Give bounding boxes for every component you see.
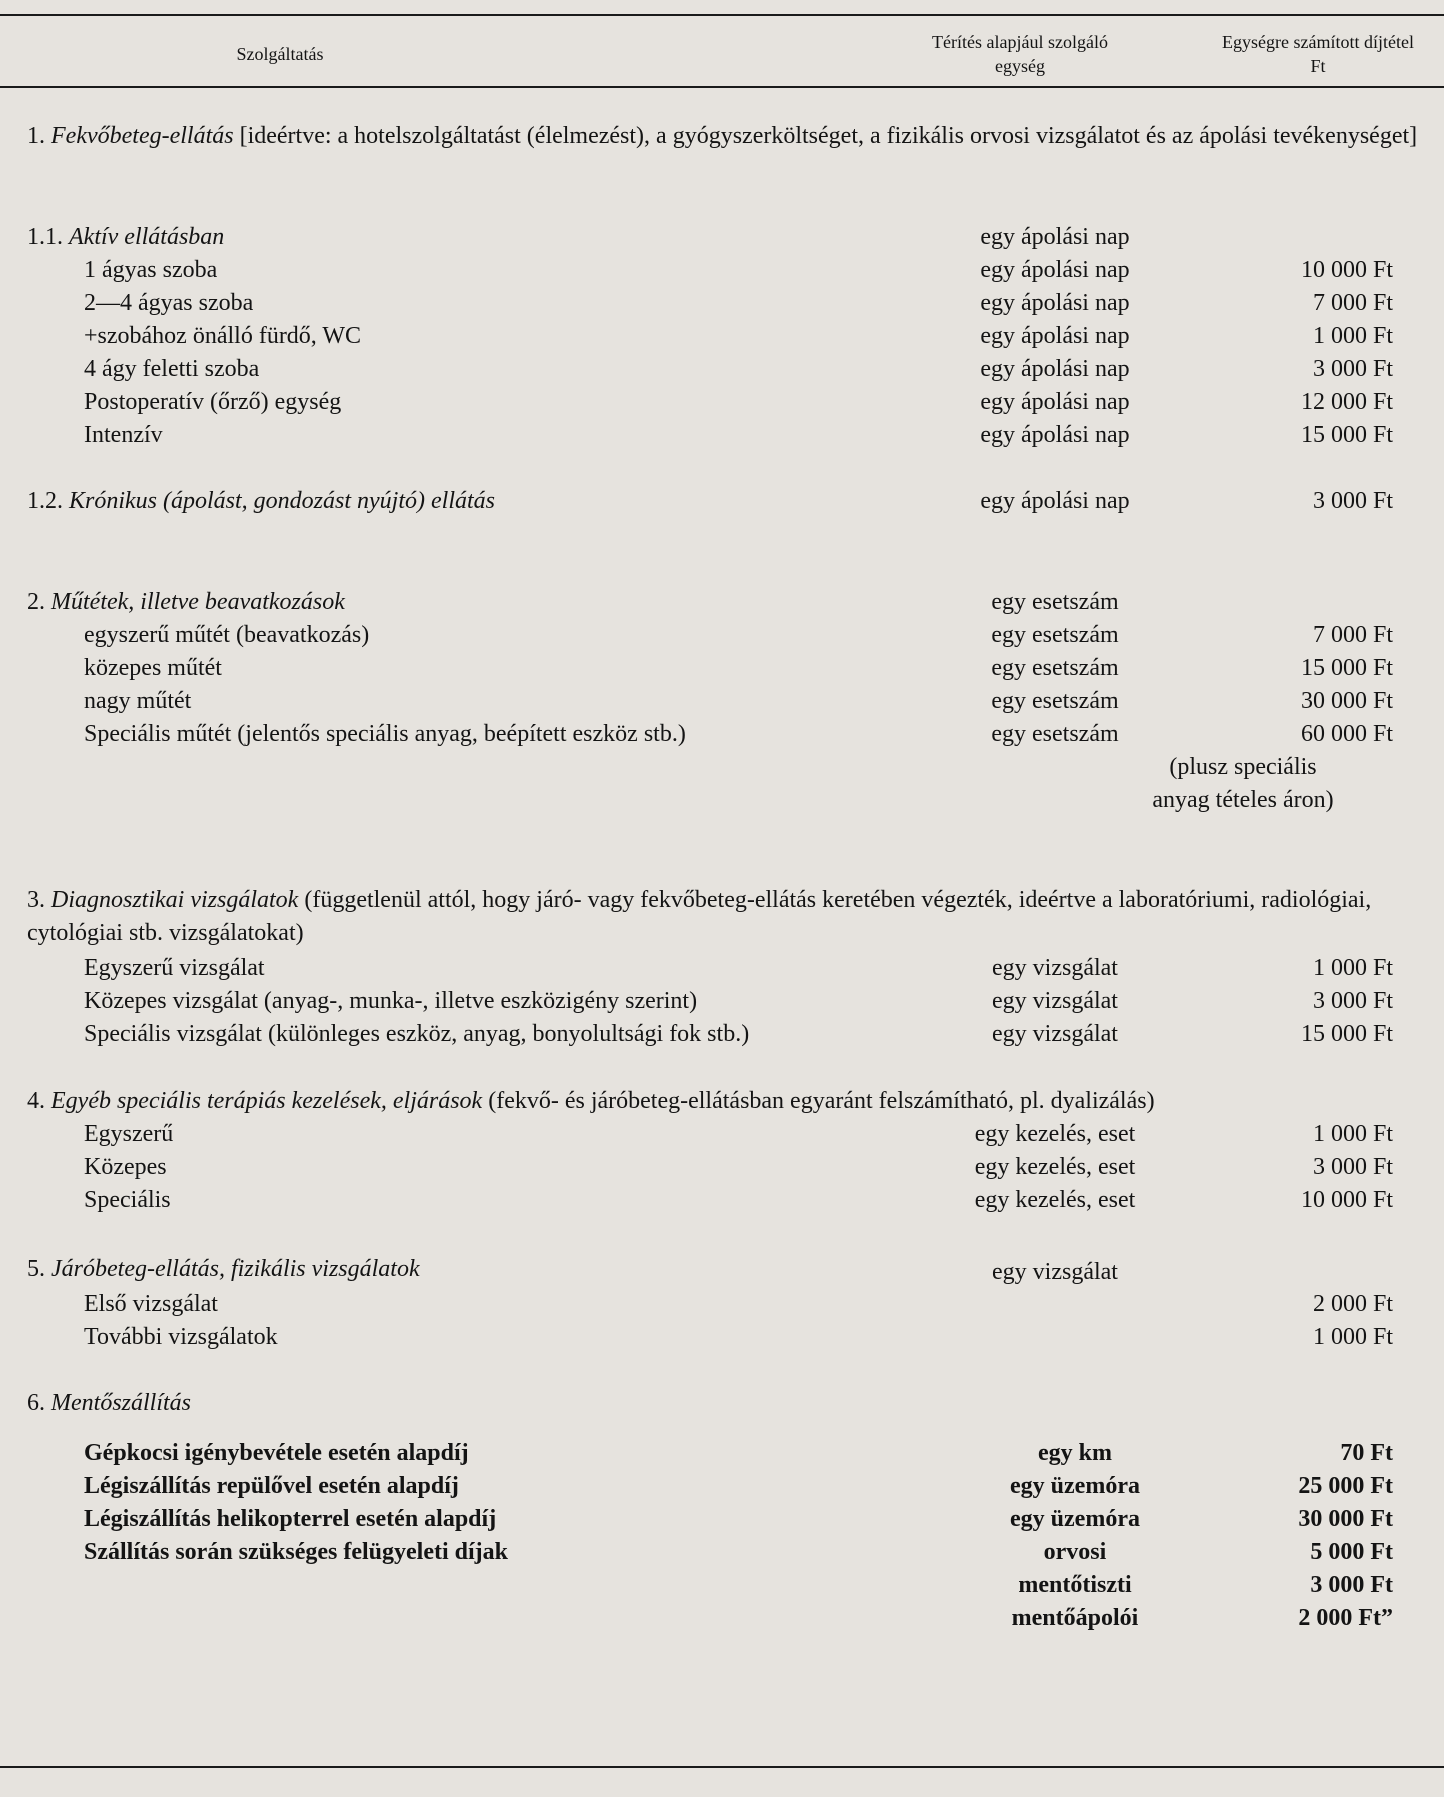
price-cell: 12 000 Ft: [1300, 389, 1393, 415]
section-1-2-row: [0, 485, 1444, 518]
section-title: Fekvőbeteg-ellátás: [51, 123, 234, 149]
service-cell: 1 ágyas szoba: [84, 257, 218, 283]
table-row: [0, 1018, 1444, 1051]
price-cell: 15 000 Ft: [1300, 655, 1393, 681]
unit-cell: egy vizsgálat: [992, 955, 1118, 981]
section-title: 6. Mentőszállítás: [27, 1390, 192, 1416]
unit-cell: orvosi: [1043, 1539, 1107, 1565]
table-row: [0, 287, 1444, 320]
unit-cell: egy esetszám: [991, 589, 1119, 615]
price-cell: 30 000 Ft: [1300, 688, 1393, 714]
service-cell: Egyszerű: [84, 1121, 174, 1147]
section-title: Diagnosztikai vizsgálatok: [51, 887, 299, 913]
unit-cell: egy esetszám: [991, 721, 1119, 747]
service-cell: Intenzív: [84, 422, 163, 448]
price-cell: 3 000 Ft: [1312, 356, 1393, 382]
unit-cell: egy kezelés, eset: [974, 1121, 1136, 1147]
section-3-heading: [27, 884, 1437, 950]
section-description: (függetlenül attól, hogy járó- vagy fekvőbeteg-ellátás keretében végezték, ideértve a laboratóriumi, radiológiai, cytológiai stb. vizsgálatokat): [27, 887, 1372, 946]
service-cell: Légiszállítás repülővel esetén alapdíj: [84, 1473, 459, 1499]
service-cell: nagy műtét: [84, 688, 192, 714]
price-cell: 30 000 Ft: [1298, 1506, 1393, 1532]
price-cell: 3 000 Ft: [1312, 1154, 1393, 1180]
service-cell: 2—4 ágyas szoba: [84, 290, 254, 316]
unit-cell: egy ápolási nap: [980, 257, 1130, 283]
header-unit: Térítés alapjául szolgáló egység: [932, 32, 1108, 76]
table-row: [0, 1437, 1444, 1470]
price-cell: 7 000 Ft: [1312, 290, 1393, 316]
price-cell: 3 000 Ft: [1312, 988, 1393, 1014]
unit-cell: egy kezelés, eset: [974, 1187, 1136, 1213]
price-cell: 60 000 Ft: [1300, 721, 1393, 747]
unit-cell: egy üzemóra: [1010, 1506, 1140, 1532]
price-cell: 1 000 Ft: [1312, 1121, 1393, 1147]
unit-cell: egy üzemóra: [1010, 1473, 1140, 1499]
section-1-1-heading: [0, 221, 1444, 254]
section-6-heading: [0, 1387, 1444, 1420]
unit-cell: egy ápolási nap: [980, 290, 1130, 316]
service-cell: Postoperatív (őrző) egység: [84, 389, 342, 415]
service-cell: +szobához önálló fürdő, WC: [84, 323, 362, 349]
section-title: Egyéb speciális terápiás kezelések, eljárások: [51, 1088, 483, 1114]
price-cell: 2 000 Ft”: [1298, 1605, 1393, 1631]
price-cell: 1 000 Ft: [1312, 323, 1393, 349]
price-cell: 1 000 Ft: [1312, 955, 1393, 981]
section-5-heading: [0, 1253, 1444, 1286]
price-cell: 3 000 Ft: [1312, 488, 1393, 514]
unit-cell: egy ápolási nap: [980, 356, 1130, 382]
table-row: [0, 1569, 1444, 1602]
price-cell: 10 000 Ft: [1300, 257, 1393, 283]
table-row: [0, 1321, 1444, 1354]
table-row: [0, 1602, 1444, 1635]
top-rule: [0, 14, 1444, 16]
table-row: [0, 1503, 1444, 1536]
header-rule: [0, 86, 1444, 88]
price-cell: 10 000 Ft: [1300, 1187, 1393, 1213]
unit-cell: egy kezelés, eset: [974, 1154, 1136, 1180]
unit-cell: egy ápolási nap: [980, 488, 1130, 514]
section-description: (fekvő- és járóbeteg-ellátásban egyaránt felszámítható, pl. dyalizálás): [482, 1088, 1155, 1114]
table-row: [0, 386, 1444, 419]
service-cell: közepes műtét: [84, 655, 222, 681]
table-row: [0, 985, 1444, 1018]
price-cell: 7 000 Ft: [1312, 622, 1393, 648]
table-row: [0, 652, 1444, 685]
unit-cell: egy ápolási nap: [980, 323, 1130, 349]
unit-cell: mentőtiszti: [1018, 1572, 1132, 1598]
table-row: [0, 619, 1444, 652]
price-cell: 25 000 Ft: [1298, 1473, 1393, 1499]
price-cell: 15 000 Ft: [1300, 422, 1393, 448]
service-cell: 4 ágy feletti szoba: [84, 356, 260, 382]
special-material-note-line-1: (plusz speciális: [1169, 754, 1317, 780]
unit-cell: egy vizsgálat: [992, 1021, 1118, 1047]
header-price: Egységre számított díjtétel Ft: [1222, 32, 1414, 76]
header-service: Szolgáltatás: [236, 44, 324, 64]
table-row: [0, 1470, 1444, 1503]
unit-cell: egy esetszám: [991, 622, 1119, 648]
section-number: 4.: [27, 1088, 45, 1114]
section-number: 3.: [27, 887, 45, 913]
bottom-rule: [0, 1766, 1444, 1768]
subsection-title: 1.1. Aktív ellátásban: [27, 224, 225, 250]
table-row: [0, 685, 1444, 718]
section-number: 1.: [27, 123, 45, 149]
service-cell: egyszerű műtét (beavatkozás): [84, 622, 370, 648]
service-cell: Speciális: [84, 1187, 171, 1213]
unit-cell: egy esetszám: [991, 688, 1119, 714]
unit-cell: egy vizsgálat: [992, 988, 1118, 1014]
table-row: [0, 353, 1444, 386]
subsection-title: 1.2. Krónikus (ápolást, gondozást nyújtó) ellátás: [27, 488, 495, 514]
section-title: 5. Járóbeteg-ellátás, fizikális vizsgálatok: [27, 1256, 420, 1282]
table-row: [0, 952, 1444, 985]
section-4-heading: [27, 1085, 1437, 1118]
price-cell: 70 Ft: [1340, 1440, 1393, 1466]
service-cell: Egyszerű vizsgálat: [84, 955, 265, 981]
section-2-heading: [0, 586, 1444, 619]
section-title: 2. Műtétek, illetve beavatkozások: [27, 589, 345, 615]
table-row: [0, 1288, 1444, 1321]
table-row: [0, 1118, 1444, 1151]
service-cell: További vizsgálatok: [84, 1324, 278, 1350]
service-cell: Légiszállítás helikopterrel esetén alapdíj: [84, 1506, 497, 1532]
unit-cell: egy ápolási nap: [980, 224, 1130, 250]
service-cell: Szállítás során szükséges felügyeleti díjak: [84, 1539, 508, 1565]
service-cell: Közepes vizsgálat (anyag-, munka-, illetve eszközigény szerint): [84, 988, 698, 1014]
special-material-note-line-2: anyag tételes áron): [1152, 787, 1334, 813]
unit-cell: mentőápolói: [1011, 1605, 1139, 1631]
price-cell: 15 000 Ft: [1300, 1021, 1393, 1047]
price-cell: 1 000 Ft: [1312, 1324, 1393, 1350]
price-cell: 5 000 Ft: [1310, 1539, 1393, 1565]
price-cell: 3 000 Ft: [1310, 1572, 1393, 1598]
table-row: [0, 320, 1444, 353]
price-cell: 2 000 Ft: [1312, 1291, 1393, 1317]
service-cell: Speciális vizsgálat (különleges eszköz, anyag, bonyolultsági fok stb.): [84, 1021, 750, 1047]
table-row: [0, 1184, 1444, 1217]
unit-cell: egy ápolási nap: [980, 389, 1130, 415]
service-cell: Első vizsgálat: [84, 1291, 218, 1317]
service-cell: Gépkocsi igénybevétele esetén alapdíj: [84, 1440, 469, 1466]
service-cell: Speciális műtét (jelentős speciális anyag, beépített eszköz stb.): [84, 721, 686, 747]
table-row: [0, 1536, 1444, 1569]
unit-cell: egy km: [1038, 1440, 1112, 1466]
unit-cell: egy ápolási nap: [980, 422, 1130, 448]
service-cell: Közepes: [84, 1154, 167, 1180]
section-1-heading: [27, 120, 1437, 153]
table-row: [0, 419, 1444, 452]
table-row: [0, 1151, 1444, 1184]
unit-cell: egy esetszám: [991, 655, 1119, 681]
table-row: [0, 254, 1444, 287]
section-description: [ideértve: a hotelszolgáltatást (élelmezést), a gyógyszerköltséget, a fizikális orvosi vizsgálatot és az ápolási tevékenységet]: [233, 123, 1418, 149]
unit-cell: egy vizsgálat: [992, 1259, 1118, 1285]
table-row: [0, 718, 1444, 751]
